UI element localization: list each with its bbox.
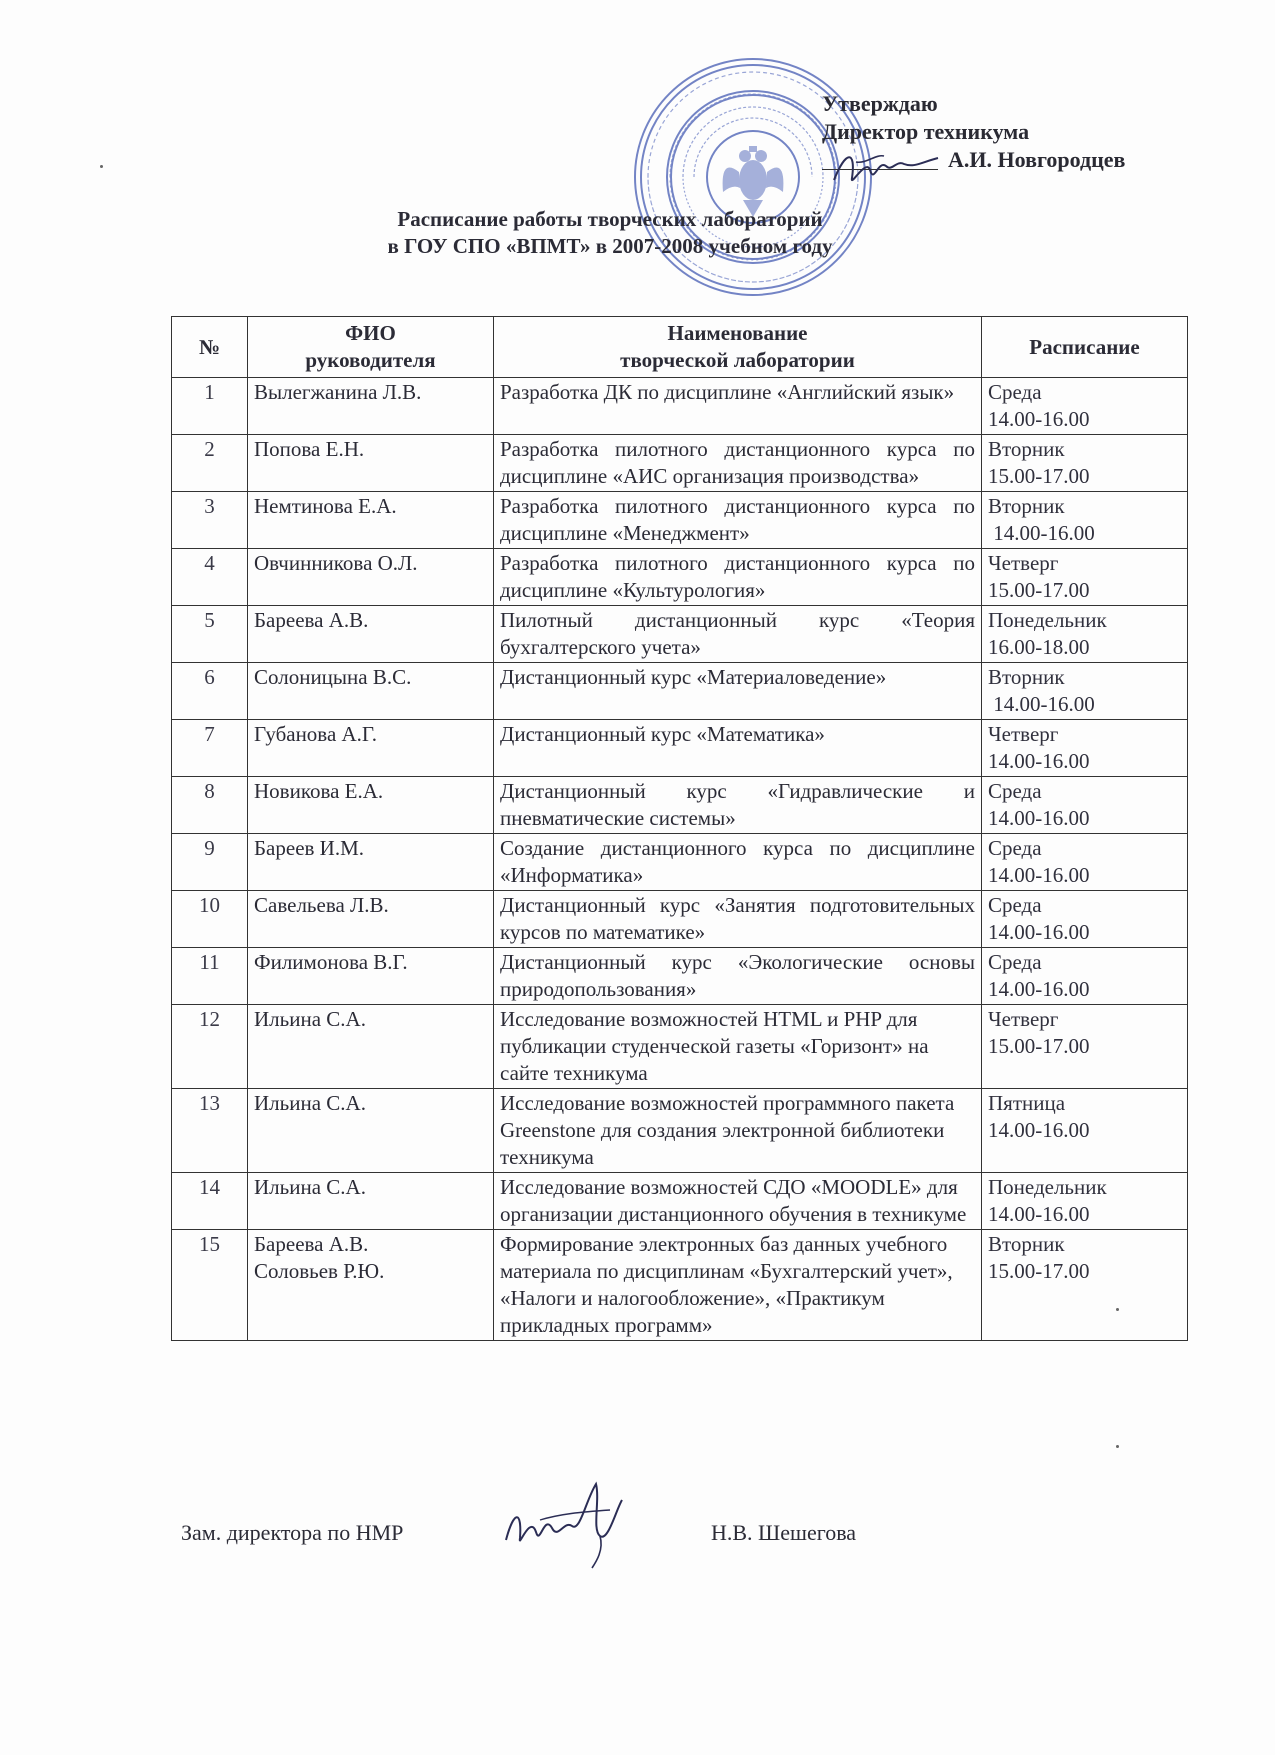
row-head: Бареева А.В. xyxy=(248,606,494,663)
row-time: 15.00-17.00 xyxy=(988,464,1090,488)
row-schedule xyxy=(982,435,1188,492)
row-day: Вторник xyxy=(988,494,1065,518)
row-head: Ильина С.А. xyxy=(248,1173,494,1230)
header-lab-line-1: Наименование xyxy=(667,321,808,345)
deputy-signature xyxy=(500,1470,660,1570)
scan-speck xyxy=(1116,1445,1119,1448)
row-time: 14.00-16.00 xyxy=(988,1202,1090,1226)
row-head-line-1: Бареева А.В. xyxy=(254,1232,369,1256)
row-lab: Разработка пилотного дистанционного курса по дисциплине «АИС организация производства» xyxy=(494,435,982,492)
row-time: 14.00-16.00 xyxy=(988,692,1095,716)
title-line-1: Расписание работы творческих лабораторий xyxy=(397,207,823,231)
row-lab: Исследование возможностей СДО «MOODLE» для организации дистанционного обучения в техникуме xyxy=(494,1173,982,1230)
row-day: Среда xyxy=(988,893,1042,917)
row-time: 15.00-17.00 xyxy=(988,1259,1090,1283)
table-row xyxy=(172,606,1188,663)
row-day: Вторник xyxy=(988,665,1065,689)
row-schedule xyxy=(982,720,1188,777)
row-time: 14.00-16.00 xyxy=(988,977,1090,1001)
row-lab: Дистанционный курс «Экологические основы природопользования» xyxy=(494,948,982,1005)
scan-speck xyxy=(100,165,103,168)
lab-schedule-table xyxy=(171,316,1188,1341)
row-day: Четверг xyxy=(988,1007,1059,1031)
row-day: Среда xyxy=(988,779,1042,803)
row-day: Среда xyxy=(988,836,1042,860)
scan-speck xyxy=(1116,1308,1119,1311)
row-lab: Формирование электронных баз данных учебного материала по дисциплинам «Бухгалтерский учет», «Налоги и налогообложение», «Практикум прикладных программ» xyxy=(494,1230,982,1341)
row-head: Овчинникова О.Л. xyxy=(248,549,494,606)
table-row xyxy=(172,1089,1188,1173)
row-head: Бареев И.М. xyxy=(248,834,494,891)
row-schedule xyxy=(982,1005,1188,1089)
row-num: 8 xyxy=(172,777,248,834)
row-lab: Разработка пилотного дистанционного курса по дисциплине «Менеджмент» xyxy=(494,492,982,549)
header-head xyxy=(248,317,494,378)
row-num: 11 xyxy=(172,948,248,1005)
row-head: Губанова А.Г. xyxy=(248,720,494,777)
row-head: Ильина С.А. xyxy=(248,1089,494,1173)
row-head-line-2: Соловьев Р.Ю. xyxy=(254,1259,385,1283)
row-num: 1 xyxy=(172,378,248,435)
row-time: 14.00-16.00 xyxy=(988,920,1090,944)
title-line-2: в ГОУ СПО «ВПМТ» в 2007-2008 учебном году xyxy=(387,234,833,258)
row-head xyxy=(248,1230,494,1341)
row-schedule xyxy=(982,777,1188,834)
row-lab: Создание дистанционного курса по дисциплине «Информатика» xyxy=(494,834,982,891)
row-lab: Дистанционный курс «Занятия подготовительных курсов по математике» xyxy=(494,891,982,948)
row-day: Среда xyxy=(988,380,1042,404)
row-day: Понедельник xyxy=(988,1175,1107,1199)
table-row xyxy=(172,435,1188,492)
table-row xyxy=(172,777,1188,834)
approval-name: А.И. Новгородцев xyxy=(948,147,1126,172)
row-num: 7 xyxy=(172,720,248,777)
row-day: Вторник xyxy=(988,1232,1065,1256)
row-head: Вылегжанина Л.В. xyxy=(248,378,494,435)
row-time: 14.00-16.00 xyxy=(988,749,1090,773)
row-head: Новикова Е.А. xyxy=(248,777,494,834)
row-time: 14.00-16.00 xyxy=(988,1118,1090,1142)
row-lab: Дистанционный курс «Гидравлические и пневматические системы» xyxy=(494,777,982,834)
document-title xyxy=(230,206,990,260)
header-lab xyxy=(494,317,982,378)
table-row xyxy=(172,549,1188,606)
row-schedule xyxy=(982,378,1188,435)
row-lab: Разработка пилотного дистанционного курса по дисциплине «Культурология» xyxy=(494,549,982,606)
table-row xyxy=(172,720,1188,777)
row-num: 14 xyxy=(172,1173,248,1230)
table-row xyxy=(172,948,1188,1005)
row-schedule xyxy=(982,663,1188,720)
row-num: 3 xyxy=(172,492,248,549)
row-schedule xyxy=(982,834,1188,891)
row-schedule xyxy=(982,948,1188,1005)
footer-name: Н.В. Шешегова xyxy=(711,1520,857,1545)
header-schedule: Расписание xyxy=(982,317,1188,378)
row-day: Четверг xyxy=(988,551,1059,575)
row-num: 10 xyxy=(172,891,248,948)
table-row xyxy=(172,1173,1188,1230)
table-row xyxy=(172,492,1188,549)
header-num: № xyxy=(172,317,248,378)
table-row xyxy=(172,891,1188,948)
table-row xyxy=(172,663,1188,720)
row-day: Среда xyxy=(988,950,1042,974)
approval-position: Директор техникума xyxy=(822,119,1030,144)
row-lab: Дистанционный курс «Математика» xyxy=(494,720,982,777)
row-num: 12 xyxy=(172,1005,248,1089)
header-head-line-2: руководителя xyxy=(305,348,436,372)
table-row xyxy=(172,378,1188,435)
footer-role: Зам. директора по НМР xyxy=(181,1520,404,1545)
row-num: 5 xyxy=(172,606,248,663)
row-head: Филимонова В.Г. xyxy=(248,948,494,1005)
row-lab: Разработка ДК по дисциплине «Английский язык» xyxy=(494,378,982,435)
row-lab: Исследование возможностей HTML и PHP для публикации студенческой газеты «Горизонт» на сайте техникума xyxy=(494,1005,982,1089)
row-head: Солоницына В.С. xyxy=(248,663,494,720)
row-time: 16.00-18.00 xyxy=(988,635,1090,659)
row-schedule xyxy=(982,1089,1188,1173)
row-num: 15 xyxy=(172,1230,248,1341)
approval-approve: Утверждаю xyxy=(822,91,938,116)
row-time: 15.00-17.00 xyxy=(988,578,1090,602)
table-row xyxy=(172,834,1188,891)
row-time: 14.00-16.00 xyxy=(988,521,1095,545)
row-head: Ильина С.А. xyxy=(248,1005,494,1089)
table-row xyxy=(172,1005,1188,1089)
row-num: 6 xyxy=(172,663,248,720)
row-head: Савельева Л.В. xyxy=(248,891,494,948)
row-head: Немтинова Е.А. xyxy=(248,492,494,549)
row-time: 14.00-16.00 xyxy=(988,407,1090,431)
table-header-row xyxy=(172,317,1188,378)
row-schedule xyxy=(982,1230,1188,1341)
row-time: 14.00-16.00 xyxy=(988,806,1090,830)
row-day: Пятница xyxy=(988,1091,1066,1115)
row-schedule xyxy=(982,1173,1188,1230)
header-head-line-1: ФИО xyxy=(345,321,396,345)
row-num: 9 xyxy=(172,834,248,891)
row-day: Четверг xyxy=(988,722,1059,746)
row-num: 13 xyxy=(172,1089,248,1173)
table-row xyxy=(172,1230,1188,1341)
row-num: 4 xyxy=(172,549,248,606)
row-schedule xyxy=(982,891,1188,948)
row-head: Попова Е.Н. xyxy=(248,435,494,492)
row-schedule xyxy=(982,492,1188,549)
row-day: Вторник xyxy=(988,437,1065,461)
row-day: Понедельник xyxy=(988,608,1107,632)
row-num: 2 xyxy=(172,435,248,492)
row-time: 14.00-16.00 xyxy=(988,863,1090,887)
row-schedule xyxy=(982,606,1188,663)
header-lab-line-2: творческой лаборатории xyxy=(620,348,855,372)
row-lab: Исследование возможностей программного пакета Greenstone для создания электронной библиотеки техникума xyxy=(494,1089,982,1173)
row-lab: Пилотный дистанционный курс «Теория бухгалтерского учета» xyxy=(494,606,982,663)
director-signature xyxy=(826,140,946,200)
row-schedule xyxy=(982,549,1188,606)
row-time: 15.00-17.00 xyxy=(988,1034,1090,1058)
row-lab: Дистанционный курс «Материаловедение» xyxy=(494,663,982,720)
